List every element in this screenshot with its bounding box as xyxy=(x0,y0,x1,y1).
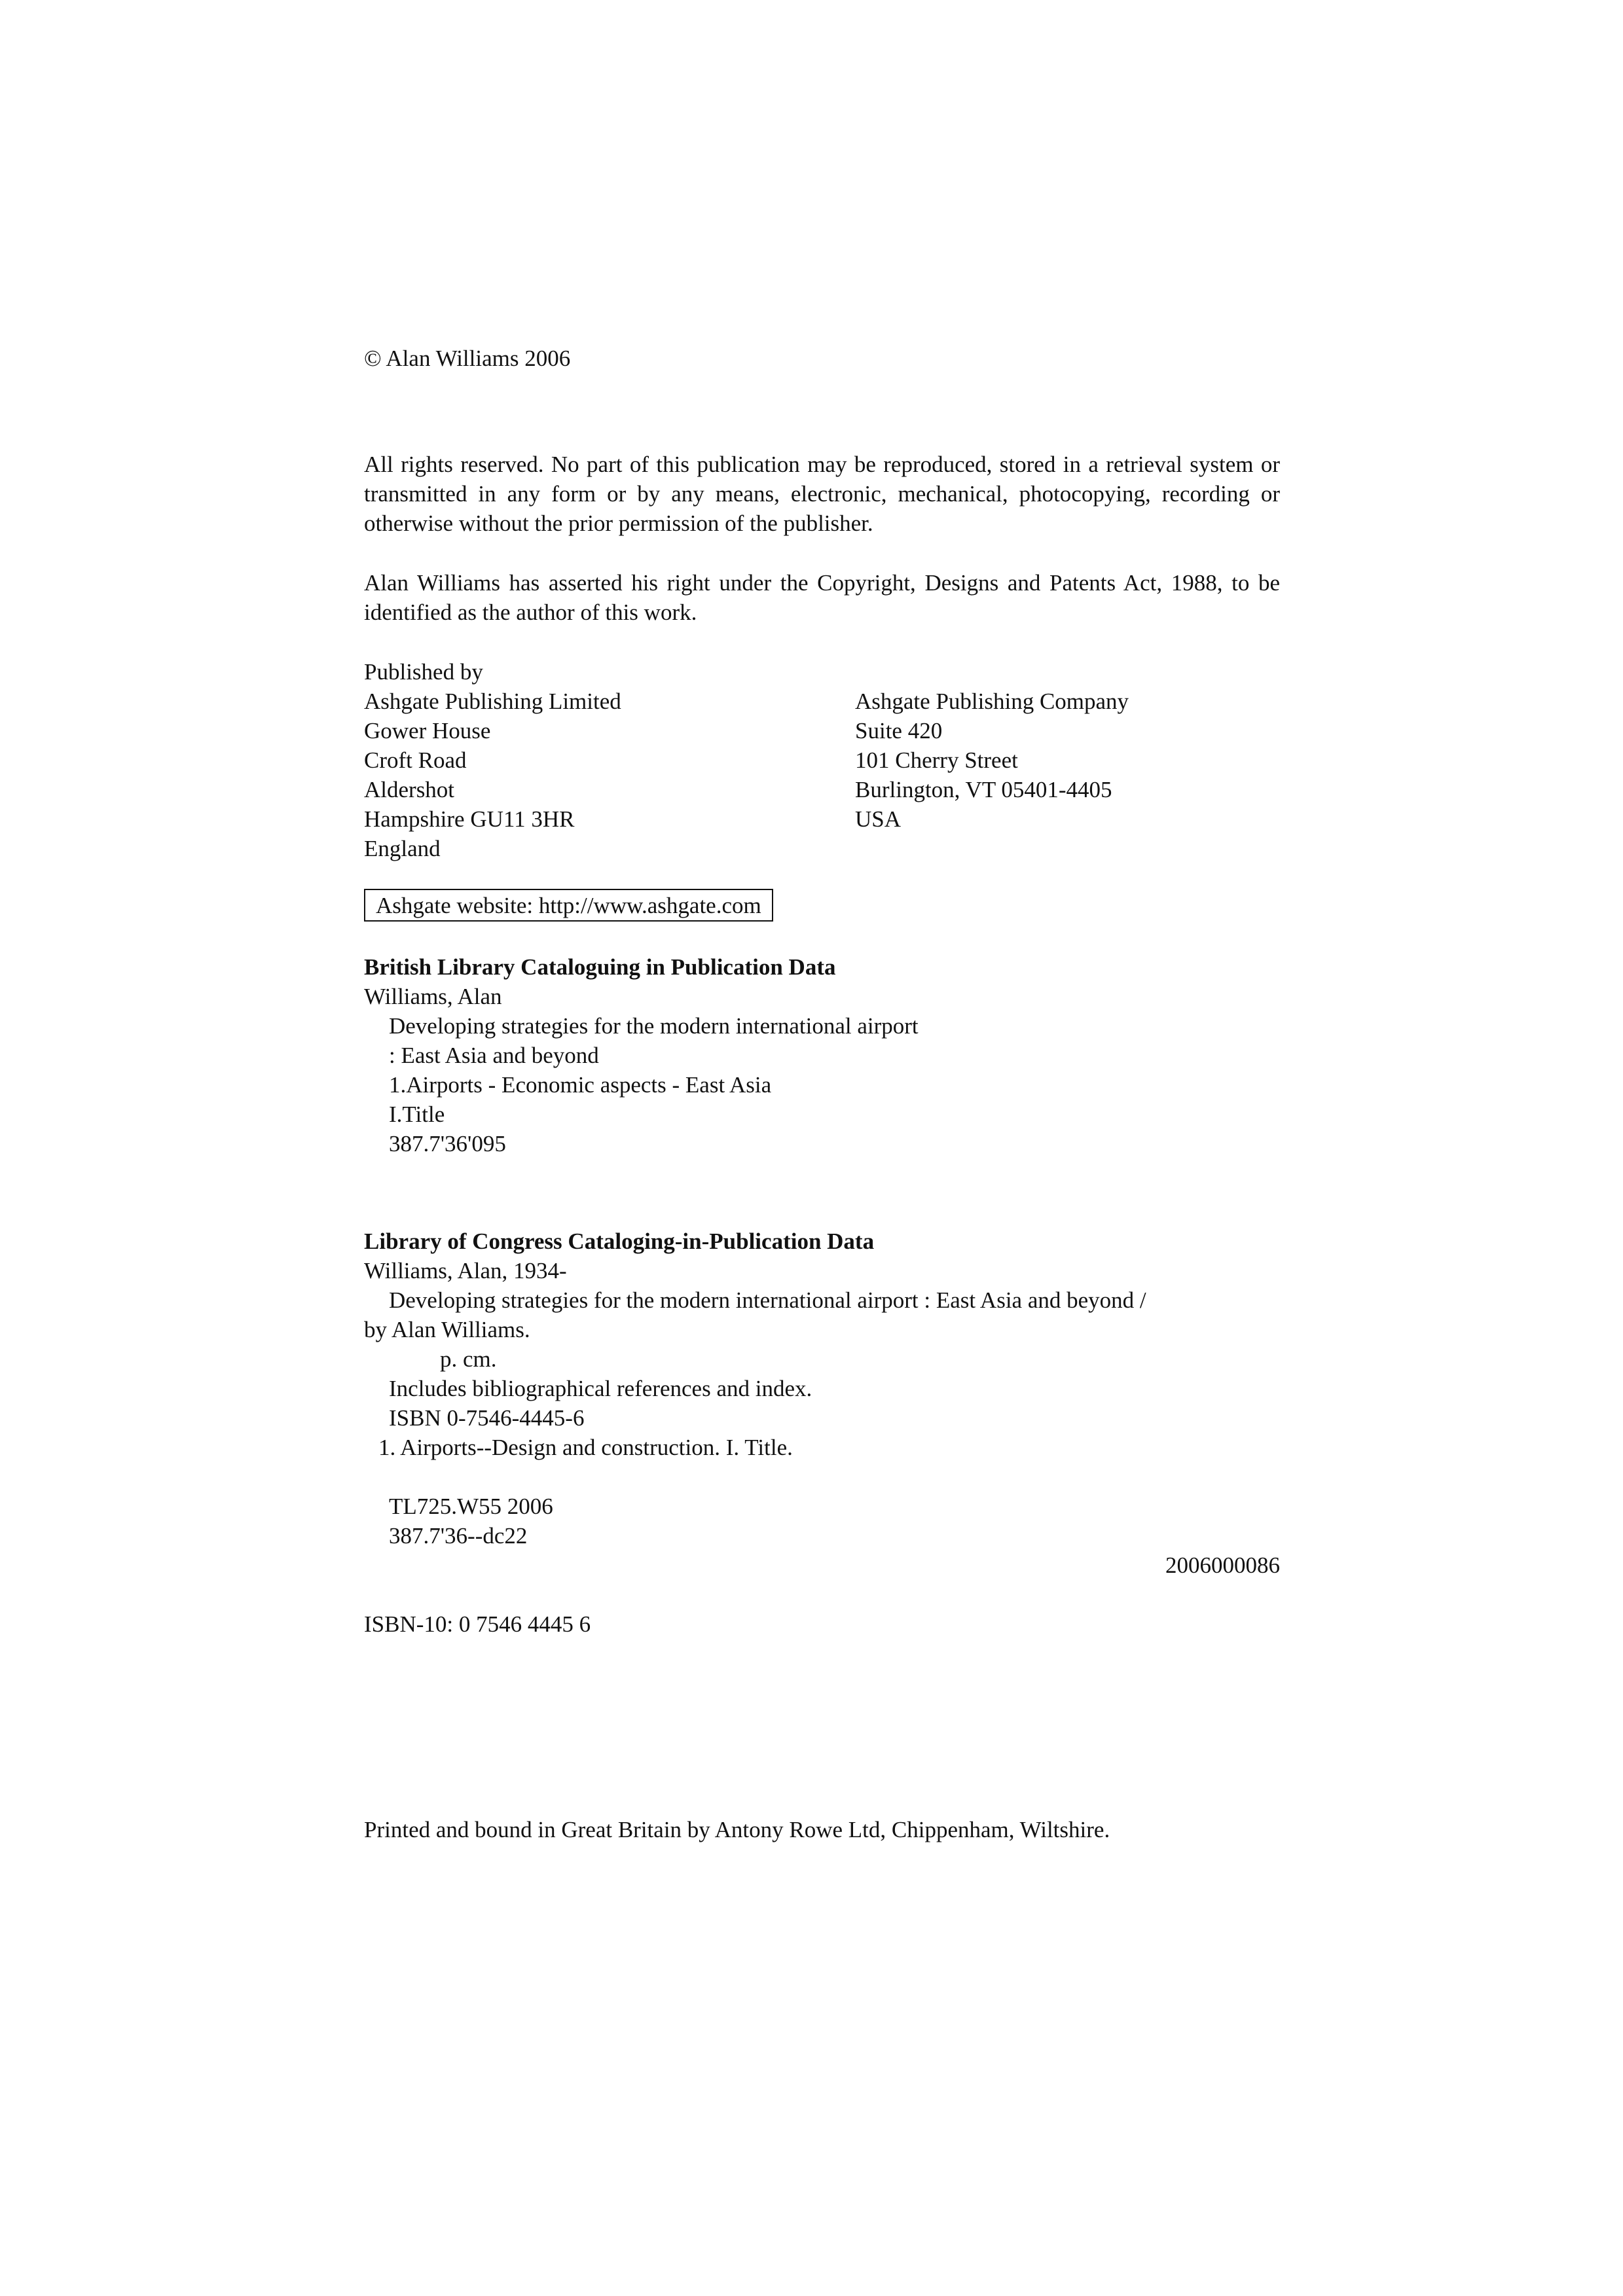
british-library-line: : East Asia and beyond xyxy=(389,1043,599,1068)
publisher-uk-line: Gower House xyxy=(364,718,491,744)
publisher-uk-line: Ashgate Publishing Limited xyxy=(364,689,621,714)
british-library-line: 1.Airports - Economic aspects - East Asia xyxy=(389,1072,772,1098)
publisher-uk-line: Hampshire GU11 3HR xyxy=(364,806,575,832)
website-box: Ashgate website: http://www.ashgate.com xyxy=(364,889,773,922)
author-assertion-paragraph: Alan Williams has asserted his right under the Copyright, Designs and Patents Act, 1988, to be identified as the author of this work. xyxy=(364,570,1280,625)
loc-line: TL725.W55 2006 xyxy=(389,1494,553,1519)
publisher-uk-line: Aldershot xyxy=(364,777,455,802)
copyright-notice: © Alan Williams 2006 xyxy=(364,346,571,371)
british-library-heading: British Library Cataloguing in Publication Data xyxy=(364,954,836,980)
publisher-us-line: Suite 420 xyxy=(855,718,943,744)
loc-line: Williams, Alan, 1934- xyxy=(364,1258,567,1283)
loc-line: Includes bibliographical references and index. xyxy=(389,1376,812,1401)
published-by-label: Published by xyxy=(364,659,483,685)
library-of-congress-heading: Library of Congress Cataloging-in-Publication Data xyxy=(364,1229,875,1254)
british-library-line: 387.7'36'095 xyxy=(389,1131,506,1157)
publisher-us-line: Burlington, VT 05401-4405 xyxy=(855,777,1112,802)
loc-line: p. cm. xyxy=(440,1346,497,1372)
publisher-us-line: USA xyxy=(855,806,902,832)
isbn-10: ISBN-10: 0 7546 4445 6 xyxy=(364,1611,591,1637)
loc-line: 387.7'36--dc22 xyxy=(389,1523,528,1549)
publisher-uk-line: England xyxy=(364,836,441,861)
loc-line: Developing strategies for the modern international airport : East Asia and beyond / xyxy=(389,1287,1146,1313)
loc-line: 1. Airports--Design and construction. I. Title. xyxy=(378,1435,793,1460)
loc-line: by Alan Williams. xyxy=(364,1317,530,1342)
publisher-uk-line: Croft Road xyxy=(364,747,467,773)
printed-note: Printed and bound in Great Britain by Antony Rowe Ltd, Chippenham, Wiltshire. xyxy=(364,1817,1110,1842)
loc-line: ISBN 0-7546-4445-6 xyxy=(389,1405,585,1431)
publisher-us-line: Ashgate Publishing Company xyxy=(855,689,1129,714)
british-library-line: Williams, Alan xyxy=(364,984,502,1009)
rights-paragraph: All rights reserved. No part of this publication may be reproduced, stored in a retrieval system or transmitted in any form or by any means, electronic, mechanical, photocopying, recording or otherwise without the prior permission of the publisher. xyxy=(364,452,1280,536)
british-library-line: I.Title xyxy=(389,1102,445,1127)
loc-control-number: 2006000086 xyxy=(1165,1552,1280,1578)
publisher-us-line: 101 Cherry Street xyxy=(855,747,1018,773)
british-library-line: Developing strategies for the modern international airport xyxy=(389,1013,919,1039)
